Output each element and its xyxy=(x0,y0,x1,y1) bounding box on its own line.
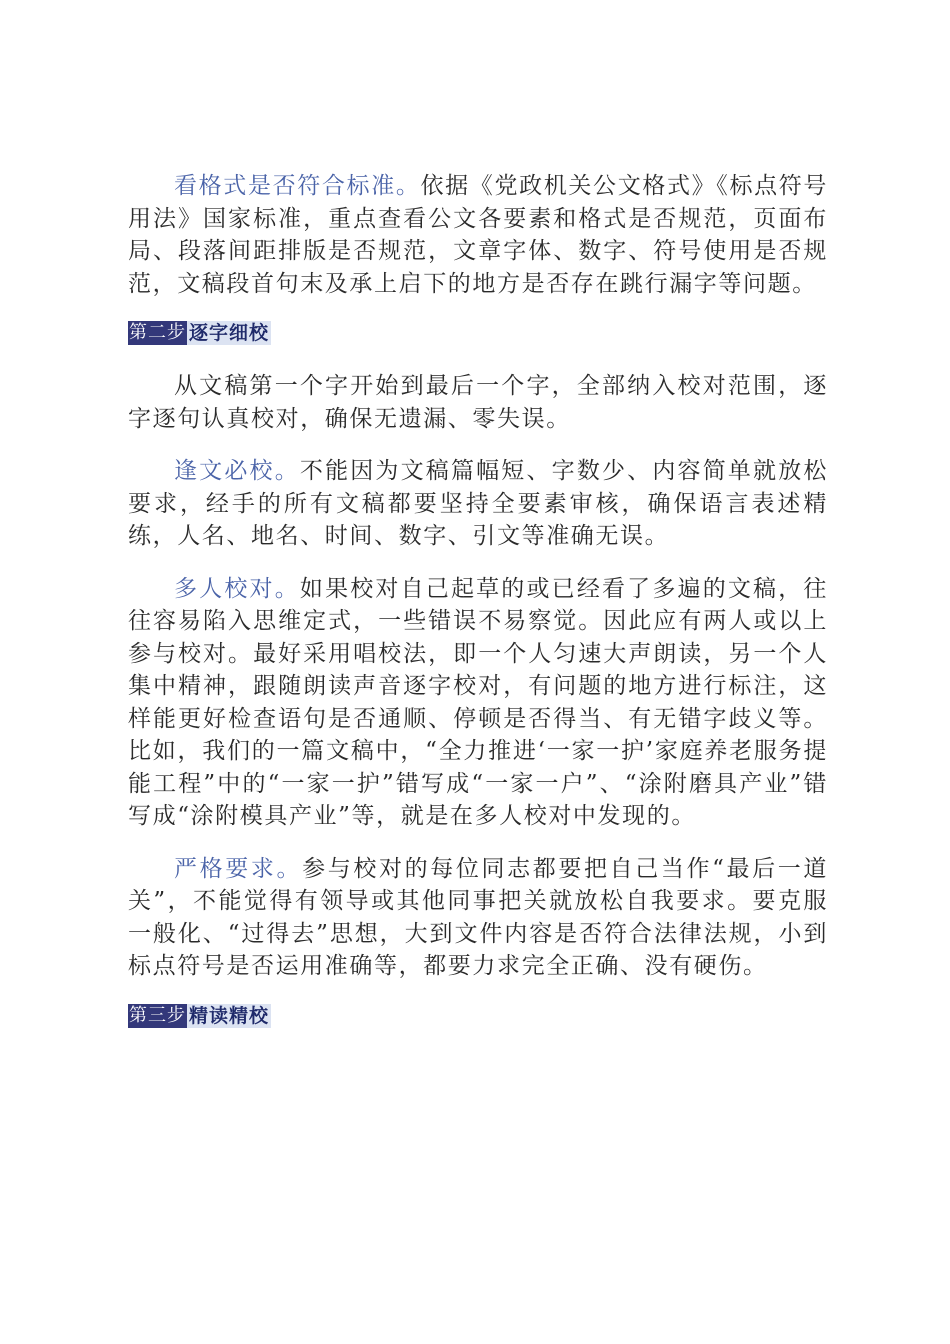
paragraph-format-check xyxy=(128,170,828,300)
step-heading-3 xyxy=(128,1003,828,1029)
step-title: 精读精校 xyxy=(189,1004,270,1027)
paragraph-body: 参与校对的每位同志都要把自己当作“最后一道关”，不能觉得有领导或其他同事把关就放松自我要求。要克服一般化、“过得去”思想，大到文件内容是否符合法律法规，小到标点符号是否运用准确等，都要力求完全正确、没有硬伤。 xyxy=(128,855,829,979)
paragraph-step2-intro xyxy=(128,370,828,435)
paragraph-lead: 严格要求。 xyxy=(174,855,303,882)
step-title: 逐字细校 xyxy=(189,322,270,344)
paragraph-body: 不能因为文稿篇幅短、字数少、内容简单就放松要求，经手的所有文稿都要坚持全要素审核，确保语言表述精练，人名、地名、时间、数字、引文等准确无误。 xyxy=(128,458,829,549)
document-page xyxy=(128,170,828,1053)
step-heading-2 xyxy=(128,320,828,346)
paragraph-body: 依据《党政机关公文格式》《标点符号用法》国家标准，重点查看公文各要素和格式是否规范，页面布局、段落间距排版是否规范，文章字体、数字、符号使用是否规范，文稿段首句末及承上启下的地方是否存在跳行漏字等问题。 xyxy=(128,173,828,297)
paragraph-lead: 逢文必校。 xyxy=(174,458,300,484)
paragraph-body: 如果校对自己起草的或已经看了多遍的文稿，往往容易陷入思维定式，一些错误不易察觉。因此应有两人或以上参与校对。最好采用唱校法，即一个人匀速大声朗读，另一个人集中精神，跟随朗读声音逐字校对，有问题的地方进行标注，这样能更好检查语句是否通顺、停顿是否得当、有无错字歧义等。比如，我们的一篇文稿中，“全力推进‘一家一护’家庭养老服务提能工程”中的“一家一护”错写成“一家一户”、“涂附磨具产业”错写成“涂附模具产业”等，就是在多人校对中发现的。 xyxy=(128,575,829,829)
paragraph-multi-person xyxy=(128,573,828,833)
paragraph-body: 从文稿第一个字开始到最后一个字，全部纳入校对范围，逐字逐句认真校对，确保无遗漏、零失误。 xyxy=(128,373,828,432)
paragraph-lead: 多人校对。 xyxy=(174,575,300,602)
paragraph-strict xyxy=(128,853,828,983)
paragraph-lead: 看格式是否符合标准。 xyxy=(174,173,421,199)
paragraph-every-doc xyxy=(128,455,828,553)
step-number: 第二步 xyxy=(129,322,186,343)
step-number: 第三步 xyxy=(129,1004,186,1026)
